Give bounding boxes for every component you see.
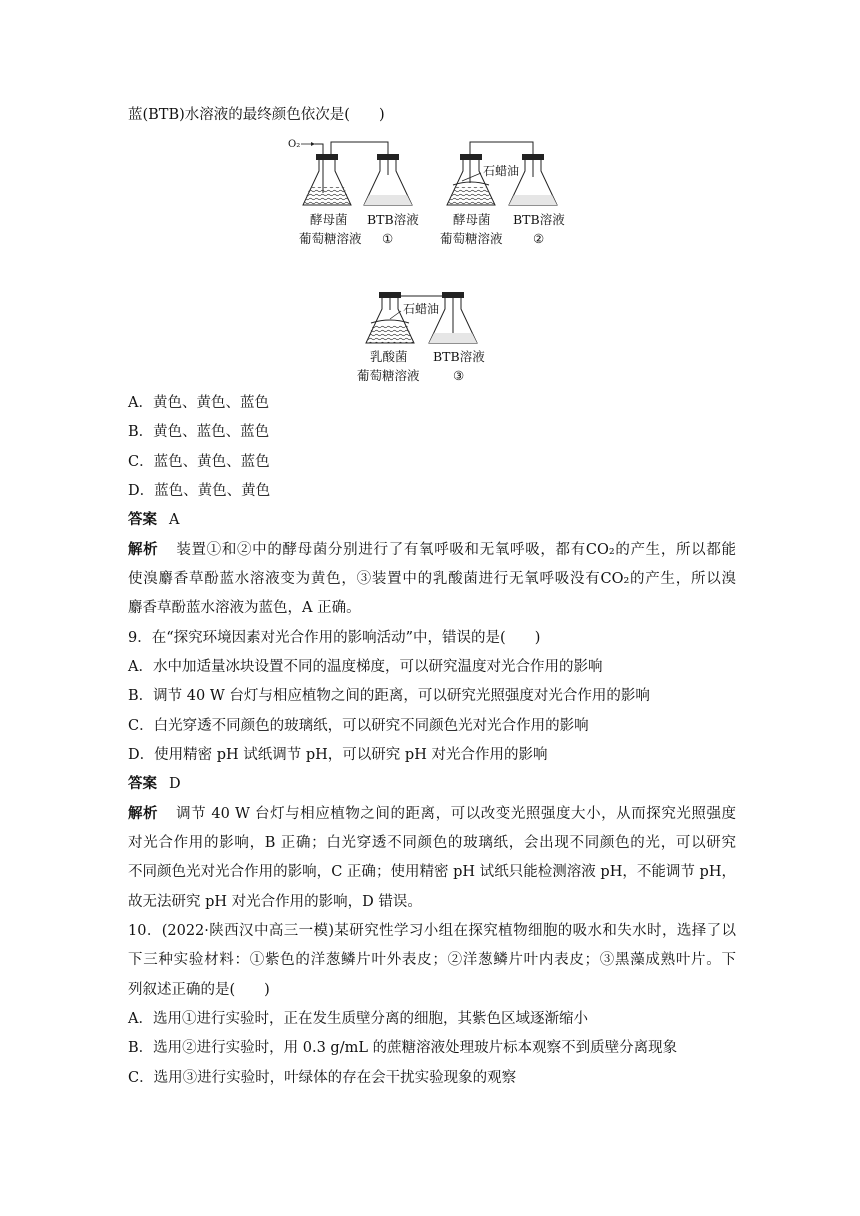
q9-analysis-line-3: 不同颜色光对光合作用的影响，C 正确；使用精密 pH 试纸只能检测溶液 pH，不能调节 pH， (128, 864, 736, 880)
glucose-label-2: 葡萄糖溶液 (440, 231, 503, 246)
apparatus-3 (366, 292, 477, 343)
q8-option-b: B．黄色、蓝色、蓝色 (128, 424, 270, 440)
q9-answer (128, 774, 181, 794)
apparatus-figure (285, 133, 585, 393)
analysis-text: 装置①和②中的酵母菌分别进行了有氧呼吸和无氧呼吸，都有CO₂的产生，所以都能 (176, 542, 737, 558)
btb-label-3: BTB溶液 (433, 349, 485, 364)
o2-label: O₂ (288, 139, 301, 150)
number-2: ② (533, 231, 545, 246)
q10-option-a: A．选用①进行实验时，正在发生质壁分离的细胞，其紫色区域逐渐缩小 (128, 1011, 588, 1027)
q8-analysis-line-3: 麝香草酚蓝水溶液为蓝色，A 正确。 (128, 600, 361, 616)
answer-value: A (169, 512, 180, 528)
number-1: ① (382, 231, 394, 246)
q9-analysis-line-1 (128, 804, 736, 824)
btb-label-1: BTB溶液 (367, 212, 419, 227)
q9-option-c: C．白光穿透不同颜色的玻璃纸，可以研究不同颜色光对光合作用的影响 (128, 718, 589, 734)
q9-option-b: B．调节 40 W 台灯与相应植物之间的距离，可以研究光照强度对光合作用的影响 (128, 688, 650, 704)
paraffin-oil-label: 石蜡油 (483, 164, 520, 178)
q8-option-c: C．蓝色、黄色、蓝色 (128, 454, 270, 470)
yeast-label-2: 酵母菌 (453, 212, 491, 227)
paraffin-oil-label-3: 石蜡油 (403, 302, 440, 316)
apparatus-2 (447, 142, 557, 205)
glucose-label-3: 葡萄糖溶液 (357, 368, 420, 383)
q8-analysis-line-1 (128, 540, 736, 560)
analysis-label: 解析 (128, 541, 159, 558)
q8-answer (128, 510, 179, 530)
q9-option-d: D．使用精密 pH 试纸调节 pH，可以研究 pH 对光合作用的影响 (128, 747, 548, 763)
question-8-stem-tail: 蓝(BTB)水溶液的最终颜色依次是( ) (128, 107, 385, 123)
q10-option-c: C．选用③进行实验时，叶绿体的存在会干扰实验现象的观察 (128, 1070, 517, 1086)
q9-option-a: A．水中加适量冰块设置不同的温度梯度，可以研究温度对光合作用的影响 (128, 659, 603, 675)
answer-value: D (169, 776, 181, 792)
analysis-text: 调节 40 W 台灯与相应植物之间的距离，可以改变光照强度大小，从而探究光照强度 (176, 806, 737, 822)
glucose-label-1: 葡萄糖溶液 (299, 231, 362, 246)
yeast-label-1: 酵母菌 (310, 212, 348, 227)
number-3: ③ (453, 368, 465, 383)
q10-stem-line-3: 列叙述正确的是( ) (128, 982, 270, 998)
q10-option-b: B．选用②进行实验时，用 0.3 g/mL 的蔗糖溶液处理玻片标本观察不到质壁分离现象 (128, 1040, 678, 1056)
analysis-label: 解析 (128, 805, 159, 822)
q9-analysis-line-4: 故无法研究 pH 对光合作用的影响，D 错误。 (128, 894, 422, 910)
q10-stem-line-1: 10．(2022·陕西汉中高三一模)某研究性学习小组在探究植物细胞的吸水和失水时，选择了以 (128, 923, 736, 939)
q10-stem-line-2: 下三种实验材料：①紫色的洋葱鳞片叶外表皮；②洋葱鳞片叶内表皮；③黑藻成熟叶片。下 (128, 952, 736, 968)
btb-label-2: BTB溶液 (513, 212, 565, 227)
q9-stem: 9．在“探究环境因素对光合作用的影响活动”中，错误的是( ) (128, 630, 541, 646)
lactic-label: 乳酸菌 (370, 349, 408, 364)
q8-option-a: A．黄色、黄色、蓝色 (128, 395, 269, 411)
q8-option-d: D．蓝色、黄色、黄色 (128, 483, 271, 499)
apparatus-1 (288, 139, 412, 205)
q9-analysis-line-2: 对光合作用的影响，B 正确；白光穿透不同颜色的玻璃纸，会出现不同颜色的光，可以研究 (128, 835, 736, 851)
answer-label: 答案 (128, 775, 157, 792)
q8-analysis-line-2: 使溴麝香草酚蓝水溶液变为黄色，③装置中的乳酸菌进行无氧呼吸没有CO₂的产生，所以溴 (128, 571, 736, 587)
answer-label: 答案 (128, 511, 157, 528)
stopper (316, 154, 338, 160)
